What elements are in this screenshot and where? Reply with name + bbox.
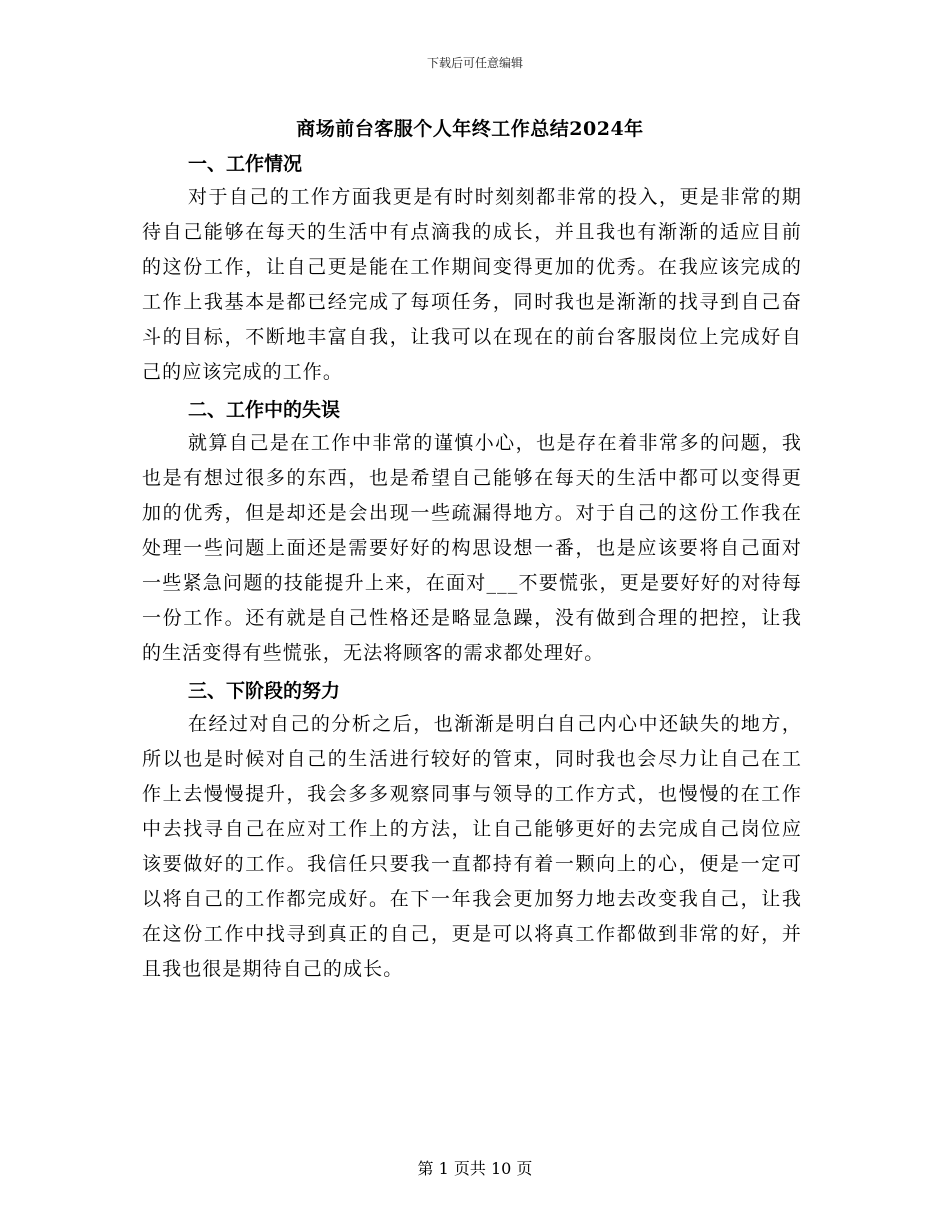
- section-paragraph-work-status: 对于自己的工作方面我更是有时时刻刻都非常的投入，更是非常的期待自己能够在每天的生活中有点滴我的成长，并且我也有渐渐的适应目前的这份工作，让自己更是能在工作期间变得更加的优秀。在我应该完成的工作上我基本是都已经完成了每项任务，同时我也是渐渐的找寻到自己奋斗的目标，不断地丰富自我，让我可以在现在的前台客服岗位上完成好自己的应该完成的工作。: [142, 186, 802, 383]
- section-heading-work-status: 一、工作情况: [188, 153, 303, 175]
- document-title: 商场前台客服个人年终工作总结2024年: [296, 118, 644, 140]
- section-heading-next-efforts: 三、下阶段的努力: [188, 680, 341, 702]
- page-footer: 第 1 页共 10 页: [417, 1159, 533, 1178]
- page-header: 下载后可任意编辑: [426, 56, 523, 70]
- section-paragraph-next-efforts: 在经过对自己的分析之后，也渐渐是明白自己内心中还缺失的地方，所以也是时候对自己的生活进行较好的管束，同时我也会尽力让自己在工作上去慢慢提升，我会多多观察同事与领导的工作方式，也慢慢的在工作中去找寻自己在应对工作上的方法，让自己能够更好的去完成自己岗位应该要做好的工作。我信任只要我一直都持有着一颗向上的心，便是一定可以将自己的工作都完成好。在下一年我会更加努力地去改变我自己，让我在这份工作中找寻到真正的自己，更是可以将真工作都做到非常的好，并且我也很是期待自己的成长。: [142, 713, 802, 980]
- document-body: [142, 148, 802, 991]
- section-paragraph-mistakes: 就算自己是在工作中非常的谨慎小心，也是存在着非常多的问题，我也是有想过很多的东西，也是希望自己能够在每天的生活中都可以变得更加的优秀，但是却还是会出现一些疏漏得地方。对于自己的这份工作我在处理一些问题上面还是需要好好的构思设想一番，也是应该要将自己面对一些紧急问题的技能提升上来，在面对___不要慌张，更是要好好的对待每一份工作。还有就是自己性格还是略显急躁，没有做到合理的把控，让我的生活变得有些慌张，无法将顾客的需求都处理好。: [142, 432, 802, 664]
- section-heading-mistakes: 二、工作中的失误: [188, 399, 341, 421]
